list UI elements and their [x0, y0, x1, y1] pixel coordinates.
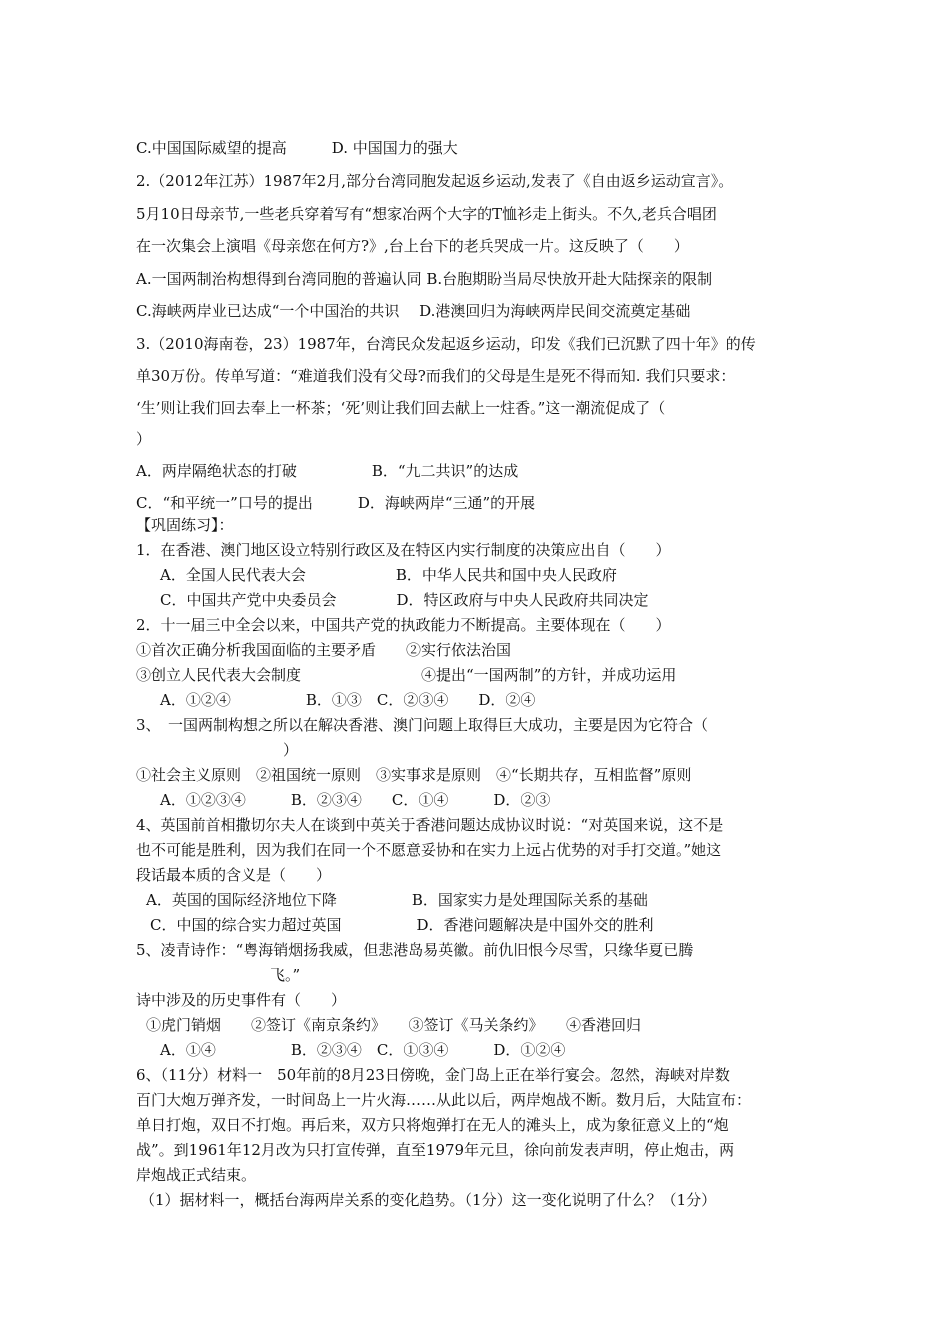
practice-6-line-4: 战”。到1961年12月改为只打宣传弹，直至1979年元旦，徐向前发表声明，停止炮击，两: [136, 1141, 735, 1159]
practice-4-options-ab: A．英国的国际经济地位下降 B．国家实力是处理国际关系的基础: [146, 891, 648, 909]
question-3-line-2: 单30万份。传单写道：“难道我们没有父母?而我们的父母是生是死不得而知. 我们只要求：: [136, 367, 736, 385]
practice-2-options: A．①②④ B．①③ C．②③④ D．②④: [160, 691, 536, 709]
practice-5-line-1: 5、凌青诗作：“粤海销烟扬我威，但悲港岛易英徽。前仇旧恨今尽雪，只缘华夏已腾: [136, 941, 694, 959]
practice-4-line-3: 段话最本质的含义是（ ）: [136, 866, 332, 884]
practice-4-line-1: 4、英国前首相撒切尔夫人在谈到中英关于香港问题达成协议时说：“对英国来说，这不是: [136, 816, 724, 834]
practice-1-options-cd: C．中国共产党中央委员会 D．特区政府与中央人民政府共同决定: [160, 591, 649, 609]
question-2-options-cd: C.海峡两岸业已达成“一个中国治的共识 D.港澳回归为海峡两岸民间交流奠定基础: [136, 302, 691, 320]
practice-6-line-2: 百门大炮万弹齐发，一时间岛上一片火海……从此以后，两岸炮战不断。数月后，大陆宣布：: [136, 1091, 752, 1109]
question-3-line-1: 3.（2010海南卷，23）1987年，台湾民众发起返乡运动，印发《我们已沉默了四十年》的传: [136, 335, 756, 353]
question-2-line-2: 5月10日母亲节,一些老兵穿着写有“想家冶两个大字的T恤衫走上街头。不久,老兵合唱团: [136, 205, 717, 223]
question-2-line-3: 在一次集会上演唱《母亲您在何方?》,台上台下的老兵哭成一片。这反映了（ ）: [136, 237, 689, 255]
practice-6-line-5: 岸炮战正式结束。: [136, 1166, 257, 1184]
practice-6-subquestion-1: （1）据材料一，概括台海两岸关系的变化趋势。（1分）这一变化说明了什么？（1分）: [140, 1191, 717, 1209]
practice-6-line-1: 6、（11分）材料一 50年前的8月23日傍晚，金门岛上正在举行宴会。忽然，海峡对岸数: [136, 1066, 730, 1084]
practice-5-line-3: 诗中涉及的历史事件有（ ）: [136, 991, 347, 1009]
section-heading: 【巩固练习】：: [136, 516, 234, 534]
practice-5-line-2: 飞。”: [270, 966, 301, 984]
question-3-options-cd: C．“和平统一”口号的提出 D．海峡两岸“三通”的开展: [136, 494, 536, 512]
practice-2-items-34: ③创立人民代表大会制度 ④提出“一国两制”的方针，并成功运用: [136, 666, 677, 684]
practice-3-items: ①社会主义原则 ②祖国统一原则 ③实事求是原则 ④“长期共存，互相监督”原则: [136, 766, 692, 784]
question-2-line-1: 2.（2012年江苏）1987年2月,部分台湾同胞发起返乡运动,发表了《自由返乡运动宣言》。: [136, 172, 734, 190]
option-line: C.中国国际威望的提高 D. 中国国力的强大: [136, 139, 458, 157]
practice-4-line-2: 也不可能是胜利，因为我们在同一个不愿意妥协和在实力上远占优势的对手打交道。”她这: [136, 841, 722, 859]
practice-3-stem: 3、 一国两制构想之所以在解决香港、澳门问题上取得巨大成功，主要是因为它符合（: [136, 716, 709, 734]
practice-1-options-ab: A．全国人民代表大会 B．中华人民共和国中央人民政府: [160, 566, 617, 584]
practice-6-line-3: 单日打炮，双日不打炮。再后来，双方只将炮弹打在无人的滩头上，成为象征意义上的“炮: [136, 1116, 729, 1134]
question-3-options-ab: A．两岸隔绝状态的打破 B．“九二共识”的达成: [136, 462, 519, 480]
practice-5-options: A．①④ B．②③④ C．①③④ D．①②④: [160, 1041, 566, 1059]
question-3-line-3: ‘生’则让我们回去奉上一杯茶；‘死’则让我们回去献上一炷香。”这一潮流促成了（: [136, 399, 666, 417]
practice-2-stem: 2．十一届三中全会以来，中国共产党的执政能力不断提高。主要体现在（ ）: [136, 616, 671, 634]
practice-5-items: ①虎门销烟 ②签订《南京条约》 ③签订《马关条约》 ④香港回归: [146, 1016, 642, 1034]
practice-3-options: A．①②③④ B．②③④ C．①④ D．②③: [160, 791, 551, 809]
practice-3-stem-bracket: ）: [283, 741, 299, 759]
question-3-line-4: ）: [136, 430, 152, 448]
question-2-options-ab: A.一国两制治构想得到台湾同胞的普遍认同 B.台胞期盼当局尽快放开赴大陆探亲的限制: [136, 270, 713, 288]
practice-1-stem: 1．在香港、澳门地区设立特别行政区及在特区内实行制度的决策应出自（ ）: [136, 541, 671, 559]
practice-4-options-cd: C．中国的综合实力超过英国 D．香港问题解决是中国外交的胜利: [150, 916, 654, 934]
practice-2-items-12: ①首次正确分析我国面临的主要矛盾 ②实行依法治国: [136, 641, 512, 659]
